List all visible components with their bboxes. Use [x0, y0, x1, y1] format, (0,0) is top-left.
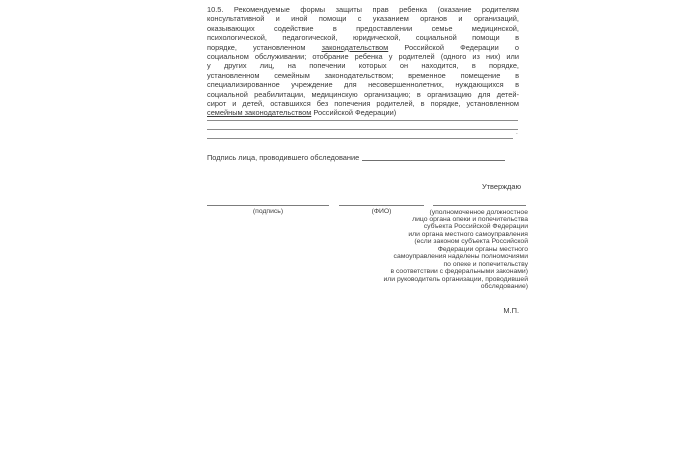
official-caption-line: самоуправления наделены полномочиями: [393, 253, 528, 261]
text-segment: психологической, педагогической, юридической, социальной помощи в: [207, 33, 519, 43]
official-caption-line: или руководитель организации, проводившей: [383, 275, 528, 283]
paragraph-line: [207, 52, 519, 61]
text-segment: консультативной и иной помощи с указанием органов и организаций,: [207, 14, 519, 24]
official-caption-line: (если законом субъекта Российской: [414, 238, 528, 246]
paragraph-line: [207, 24, 519, 33]
official-caption-line: лицо органа опеки и попечительства: [412, 215, 528, 223]
text-segment: у других лиц, на попечении которых он находится, в порядке,: [207, 61, 519, 71]
text-segment: социальном обслуживании; отобрание ребенка у родителей (одного из них) или: [207, 52, 519, 62]
official-caption-line: по опеке и попечительству: [443, 260, 528, 268]
paragraph-line: [207, 5, 519, 14]
name-rule: [339, 205, 424, 206]
underlined-law-reference: семейным законодательством: [207, 108, 312, 118]
signature-caption: (подпись): [252, 208, 284, 215]
official-caption-block: [338, 209, 528, 291]
official-caption-line: субъекта Российской Федерации: [423, 223, 528, 231]
official-caption-line: в соответствии с федеральными законами): [390, 268, 528, 276]
text-segment: специализированное учреждение для несовершеннолетних, нуждающихся в: [207, 80, 519, 90]
name-caption: (ФИО): [371, 208, 392, 215]
text-segment: Российской Федерации о: [388, 42, 519, 52]
approval-label: Утверждаю: [481, 182, 521, 191]
text-segment: 10.5. Рекомендуемые формы защиты прав ребенка (оказание родителям: [207, 5, 519, 14]
text-segment: установленном семейным законодательством; временное помещение в: [207, 70, 519, 80]
blank-fill-line-2: [207, 129, 518, 130]
trailing-period-mark: .: [516, 129, 518, 136]
seal-place-label: М.П.: [503, 306, 519, 315]
official-caption-line: (уполномоченное должностное: [429, 208, 528, 216]
paragraph-line: [207, 43, 519, 52]
official-caption-line: Федерации органы местного: [437, 245, 528, 253]
official-rule: [433, 205, 526, 206]
paragraph-line: [207, 71, 519, 80]
text-segment: оказывающих содействие в предоставлении семье медицинской,: [207, 23, 519, 33]
text-segment: порядке, установленном: [207, 42, 322, 52]
paragraph-line: [207, 99, 519, 108]
paragraph-line: [207, 61, 519, 70]
text-segment: социальной реабилитации, медицинскую организацию; в организацию для детей-: [207, 89, 519, 99]
blank-fill-line-3: [207, 138, 513, 139]
underlined-law-reference: законодательством: [321, 42, 389, 52]
inspector-signature-label: Подпись лица, проводившего обследование: [207, 153, 360, 162]
text-segment: Российской Федерации): [311, 108, 397, 118]
paragraph-line: [207, 33, 519, 42]
paragraph-line: [207, 14, 519, 23]
paragraph-line: [207, 90, 519, 99]
signature-rule: [207, 205, 329, 206]
official-caption-line: или органа местного самоуправления: [408, 230, 528, 238]
paragraph-10-5: [207, 5, 519, 118]
official-caption-line: обследование): [480, 283, 528, 291]
text-segment: сирот и детей, оставшихся без попечения родителей, в порядке, установленном: [207, 99, 519, 109]
inspector-signature-row: [207, 153, 505, 162]
blank-fill-line-1: [207, 120, 518, 121]
inspector-signature-blank: [362, 160, 505, 161]
paragraph-line: [207, 108, 519, 117]
paragraph-line: [207, 80, 519, 89]
